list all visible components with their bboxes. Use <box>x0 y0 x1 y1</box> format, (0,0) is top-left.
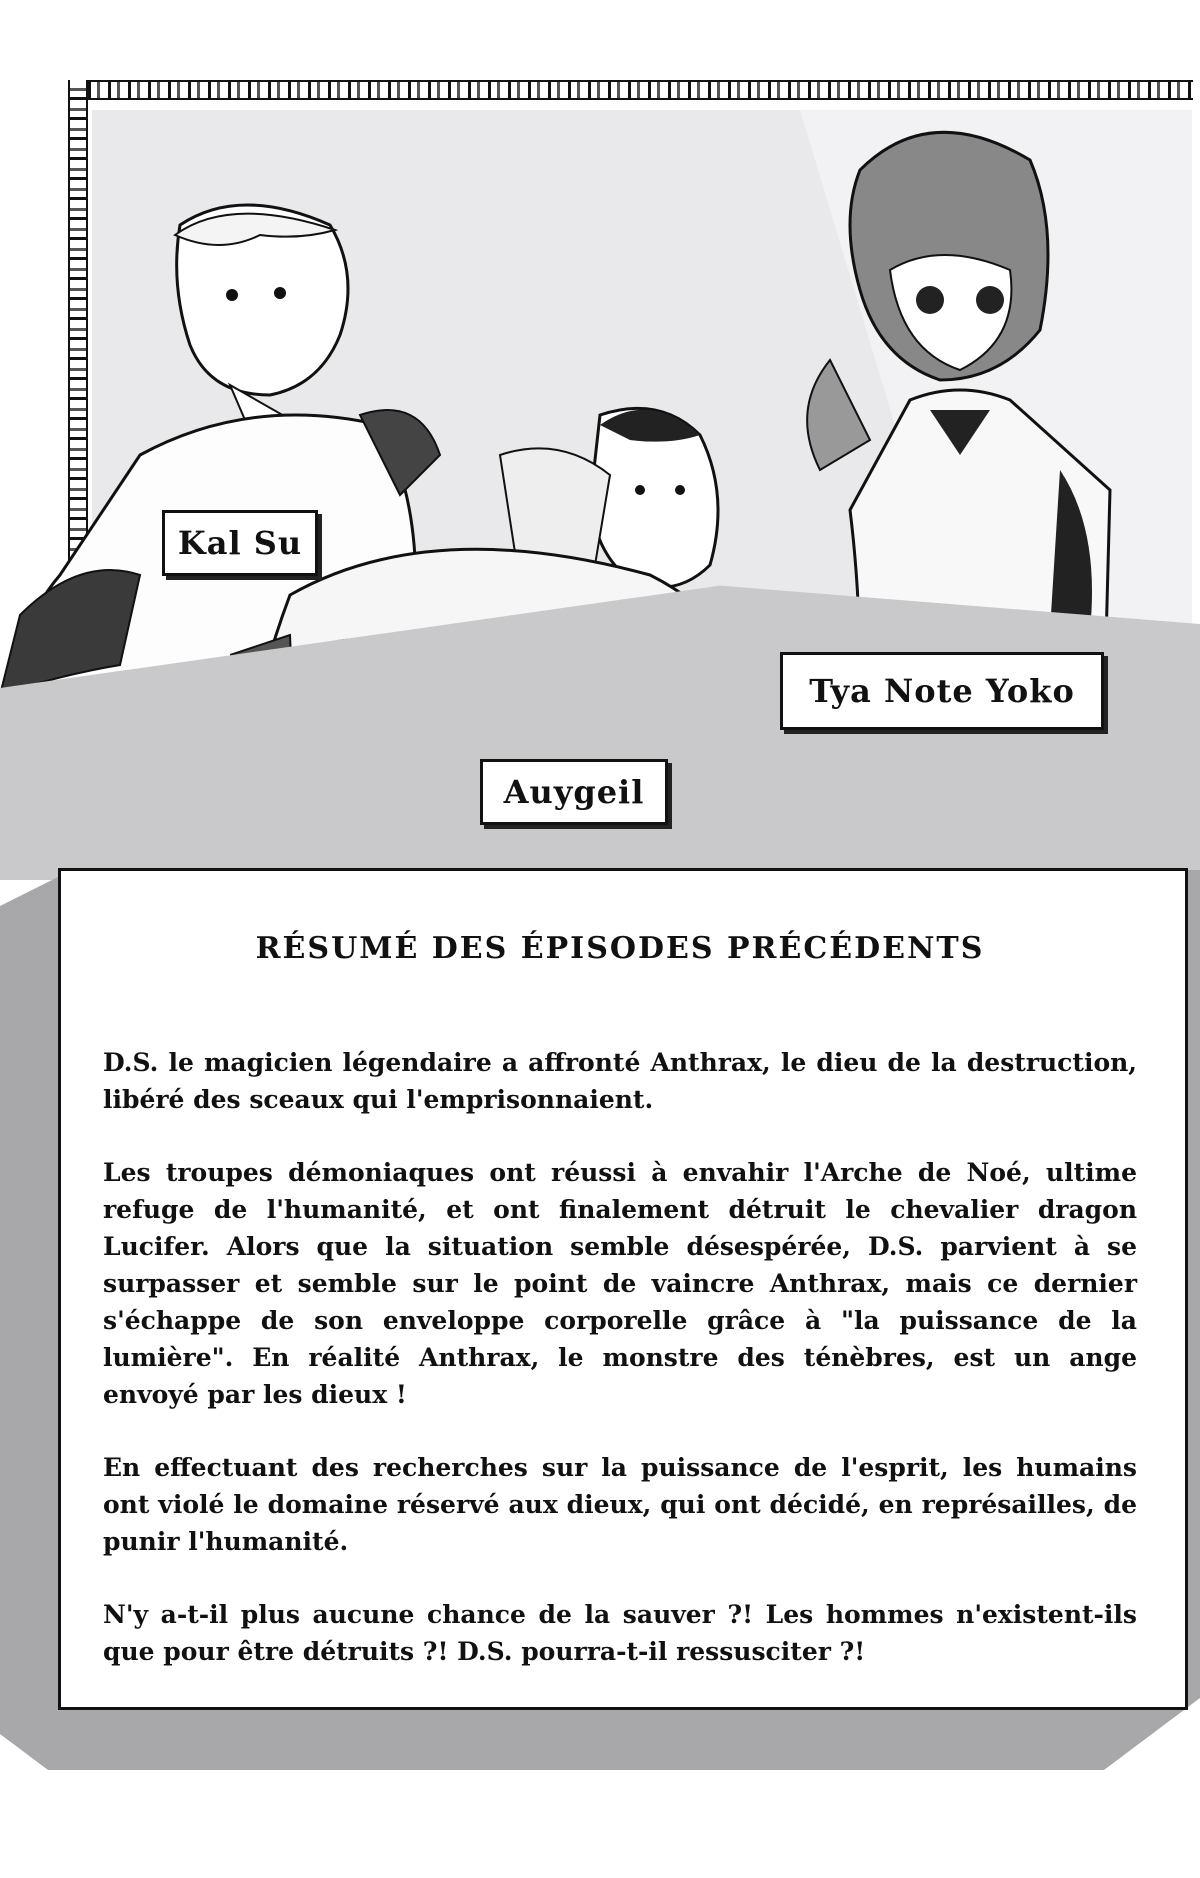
label-auygeil: Auygeil <box>480 759 668 825</box>
summary-box <box>58 868 1188 1710</box>
chain-border-top <box>68 80 1193 100</box>
summary-paragraph-1: D.S. le magicien légendaire a affronté Anthrax, le dieu de la destruction, libéré des sceaux qui l'emprisonnaient. <box>103 1048 1137 1114</box>
summary-paragraph-2: Les troupes démoniaques ont réussi à envahir l'Arche de Noé, ultime refuge de l'humanité, et ont finalement détruit le chevalier dragon Lucifer. Alors que la situation semble désespérée, D.S. parvient à se surpasser et semble sur le point de vaincre Anthrax, mais ce dernier s'échappe de son enveloppe corporelle grâce à "la puissance de la lumière". En réalité Anthrax, le monstre des ténèbres, est un ange envoyé par les dieux ! <box>103 1158 1137 1409</box>
summary-paragraph-3: En effectuant des recherches sur la puissance de l'esprit, les humains ont violé le domaine réservé aux dieux, qui ont décidé, en représailles, de punir l'humanité. <box>103 1453 1137 1556</box>
label-kal-su: Kal Su <box>162 510 318 576</box>
summary-paragraph-4: N'y a-t-il plus aucune chance de la sauver ?! Les hommes n'existent-ils que pour être détruits ?! D.S. pourra-t-il ressusciter ?! <box>103 1600 1137 1666</box>
label-tya-note-yoko: Tya Note Yoko <box>780 652 1104 730</box>
summary-title: RÉSUMÉ DES ÉPISODES PRÉCÉDENTS <box>255 931 985 966</box>
